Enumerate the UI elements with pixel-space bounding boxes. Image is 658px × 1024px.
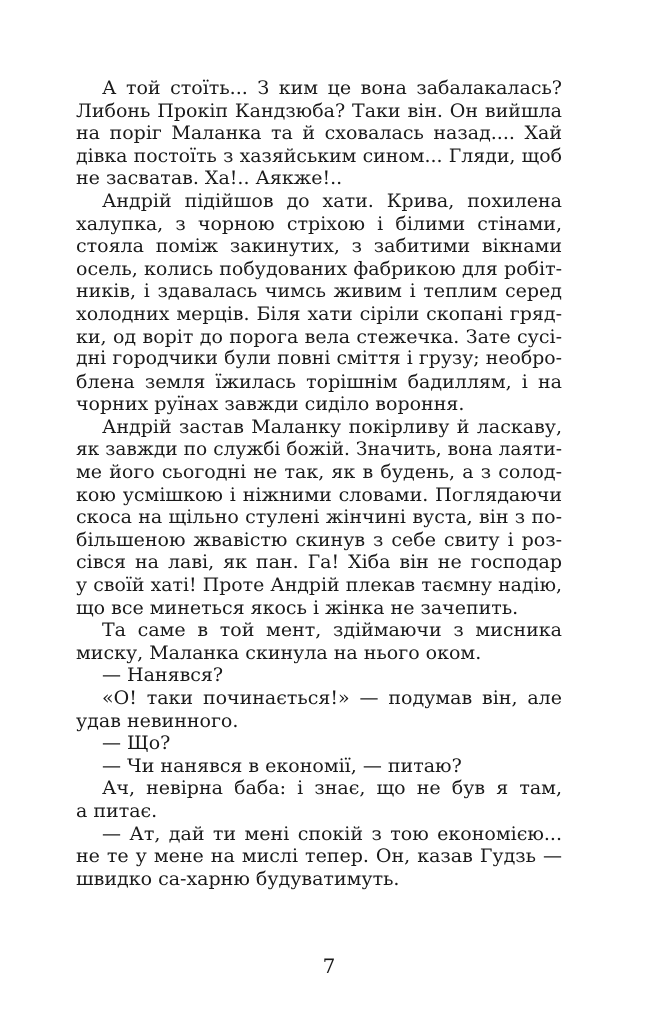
paragraph bbox=[76, 190, 562, 416]
text-line: кою усмішкою і ніжними словами. Поглядаючи bbox=[76, 483, 562, 506]
text-line: — Чи нанявся в економії, — питаю? bbox=[102, 754, 462, 777]
text-line: не засватав. Ха!.. Аякже!.. bbox=[76, 167, 343, 190]
paragraph bbox=[76, 619, 562, 664]
text-line: ників, і здавалась чимсь живим і теплим серед bbox=[76, 280, 562, 303]
paragraph bbox=[76, 416, 562, 619]
text-line: холодних мерців. Біля хати сіріли скопані гряд- bbox=[76, 302, 562, 325]
text-line: більшеною жвавістю скинув з себе свиту і роз- bbox=[76, 528, 562, 551]
text-line: осель, колись побудованих фабрикою для робіт- bbox=[76, 257, 562, 280]
text-line: Андрій застав Маланку покірливу й ласкаву, bbox=[102, 415, 562, 438]
paragraph bbox=[76, 77, 562, 190]
text-line: — Ат, дай ти мені спокій з тою економією... bbox=[102, 822, 562, 845]
text-line: дні городчики були повні сміття і грузу; необро- bbox=[76, 348, 562, 370]
paragraph bbox=[76, 823, 562, 891]
text-line: блена земля їжилась торішнім бадиллям, і на bbox=[76, 370, 562, 393]
paragraph bbox=[76, 687, 562, 732]
text-line: халупка, з чорною стріхою і білими стінами, bbox=[76, 212, 562, 235]
text-line: стояла поміж закинутих, з забитими вікнами bbox=[76, 235, 562, 258]
text-line: Андрій підійшов до хати. Крива, похилена bbox=[102, 189, 562, 212]
paragraph bbox=[76, 732, 562, 755]
page-number: 7 bbox=[322, 954, 336, 978]
paragraph bbox=[76, 664, 562, 687]
paragraph bbox=[76, 777, 562, 822]
text-line: а питає. bbox=[76, 800, 158, 822]
page-text bbox=[76, 77, 562, 890]
text-line: ме його сьогодні не так, як в будень, а з солод- bbox=[76, 461, 562, 484]
text-line: швидко са-харню будуватимуть. bbox=[76, 867, 400, 890]
text-line: що все минеться якось і жінка не зачепить. bbox=[76, 596, 519, 619]
text-line: Ач, невірна баба: і знає, що не був я там, bbox=[102, 777, 562, 800]
text-line: дівка постоїть з хазяйським сином... Гляди, щоб bbox=[76, 144, 562, 167]
text-line: як завжди по службі божій. Значить, вона лаяти- bbox=[76, 438, 562, 460]
text-line: миску, Маланка скинула на нього оком. bbox=[76, 641, 482, 664]
text-line: удав невинного. bbox=[76, 709, 239, 732]
paragraph bbox=[76, 755, 562, 778]
text-line: чорних руїнах завжди сиділо вороння. bbox=[76, 393, 465, 416]
text-line: у своїй хаті! Проте Андрій плекав таємну надію, bbox=[76, 574, 562, 597]
text-line: А той стоїть... З ким це вона забалакалась? bbox=[102, 77, 562, 99]
text-line: не те у мене на мислі тепер. Он, казав Гудзь — bbox=[76, 845, 562, 868]
text-line: — Що? bbox=[102, 732, 171, 755]
text-line: — Нанявся? bbox=[102, 664, 224, 687]
text-line: Та саме в той мент, здіймаючи з мисника bbox=[102, 619, 562, 642]
text-line: «О! таки починається!» — подумав він, але bbox=[102, 687, 562, 710]
text-line: Либонь Прокіп Кандзюба? Таки він. Он вийшла bbox=[76, 99, 562, 122]
text-line: скоса на щільно стулені жінчині вуста, він з по- bbox=[76, 506, 562, 529]
text-line: ки, од воріт до порога вела стежечка. Зате сусі- bbox=[76, 325, 562, 348]
text-line: на поріг Маланка та й сховалась назад.... Хай bbox=[76, 122, 562, 145]
text-line: сівся на лаві, як пан. Га! Хіба він не господар bbox=[76, 551, 562, 574]
